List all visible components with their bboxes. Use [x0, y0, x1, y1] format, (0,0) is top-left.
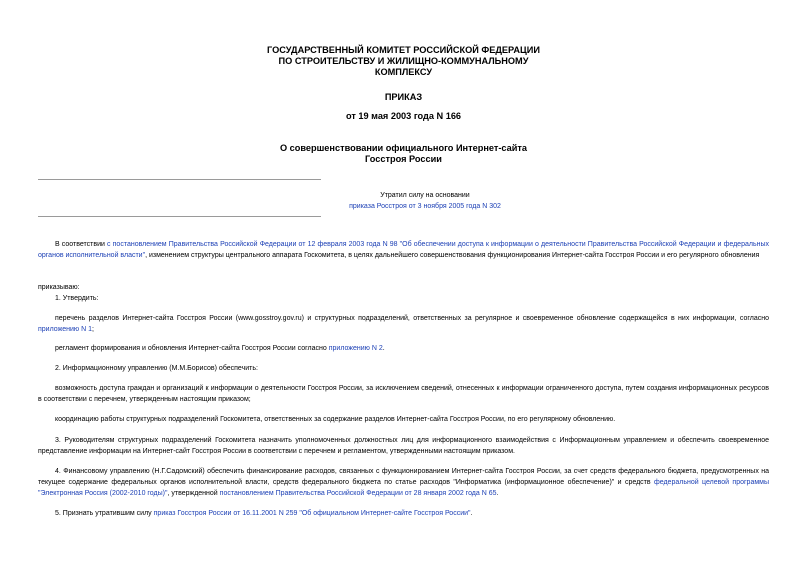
item-2-sub-2: координацию работы структурных подразделений Госкомитета, ответственных за содержание разделов Интернет-сайта Госстроя России, по его регулярному обновлению. [55, 416, 616, 423]
item-1-heading: 1. Утвердить: [55, 295, 99, 302]
item-5-paragraph: 5. Признать утратившим силу приказ Госстроя России от 16.11.2001 N 259 "Об официальном Интернет-сайте Госстроя России". [55, 510, 473, 517]
issuing-authority [0, 45, 807, 78]
item-2-heading: 2. Информационному управлению (М.М.Борисов) обеспечить: [55, 365, 258, 372]
repeal-order-link[interactable]: приказа Росстроя от 3 ноября 2005 года N 302 [349, 203, 501, 210]
item-1-sub-2: регламент формирования и обновления Интернет-сайта Госстроя России согласно приложению N 2. [55, 345, 385, 352]
repeal-note: Утратил силу на основании [380, 192, 470, 199]
document-date-number: от 19 мая 2003 года N 166 [345, 111, 462, 121]
order-259-link[interactable]: приказ Госстроя России от 16.11.2001 N 259 "Об официальном Интернет-сайте Госстроя России" [153, 510, 471, 517]
divider-bottom [38, 216, 321, 217]
preamble-paragraph: В соответствии с постановлением Правительства Российской Федерации от 12 февраля 2003 года N 98 "Об обеспечении доступа к информации о деятельности Правительства Российской Федерации и федеральных органов исполнительной власти", изменением структуры центрального аппарата Госкомитета, в целях дальнейшего совершенствования функционирования Интернет-сайта Госстроя России и его регулярного обновления [38, 241, 769, 259]
order-word: приказываю: [38, 284, 80, 291]
electronic-russia-program-link[interactable]: федеральной целевой программы "Электронная Россия (2002-2010 годы)" [38, 479, 769, 497]
subject-line-2: Госстроя России [365, 154, 442, 164]
divider-top [38, 179, 321, 180]
item-2-sub-1: возможность доступа граждан и организаций к информации о деятельности Госстроя России, за исключением сведений, отнесенных к информации ограниченного доступа, путем создания информационных ресурсов в соответствии с перечнем, утвержденным настоящим приказом; [38, 385, 769, 403]
item-3-paragraph: 3. Руководителям структурных подразделений Госкомитета назначить уполномоченных должностных лиц для информационного взаимодействия с Информационным управлением и обеспечить своевременное представление информации на Интернет-сайт Госстроя России в соответствии с перечнем и регламентом, утвержденными настоящим приказом. [38, 437, 769, 455]
government-decree-65-link[interactable]: постановлением Правительства Российской Федерации от 28 января 2002 года N 65 [219, 490, 497, 497]
document-type: ПРИКАЗ [384, 92, 423, 102]
appendix-1-link[interactable]: приложению N 1 [38, 326, 93, 333]
authority-line-1: ГОСУДАРСТВЕННЫЙ КОМИТЕТ РОССИЙСКОЙ ФЕДЕРАЦИИ [267, 45, 540, 55]
authority-line-3: КОМПЛЕКСУ [374, 67, 433, 77]
authority-line-2: ПО СТРОИТЕЛЬСТВУ И ЖИЛИЩНО-КОММУНАЛЬНОМУ [278, 56, 529, 66]
appendix-2-link[interactable]: приложению N 2 [328, 345, 383, 352]
subject-line-1: О совершенствовании официального Интернет-сайта [279, 143, 528, 153]
government-decree-98-link[interactable]: с постановлением Правительства Российской Федерации от 12 февраля 2003 года N 98 "Об обеспечении доступа к информации о деятельности Правительства Российской Федерации и федеральных органов исполнительной власти" [38, 241, 769, 259]
document-subject [0, 143, 807, 165]
item-1-sub-1: перечень разделов Интернет-сайта Госстроя России (www.gosstroy.gov.ru) и структурных подразделений, ответственных за регулярное и своевременное обновление содержащейся в них информации, согласно приложению N 1; [38, 315, 769, 333]
item-4-paragraph: 4. Финансовому управлению (Н.Г.Садомский) обеспечить финансирование расходов, связанных с функционированием Интернет-сайта Госстроя России, за счет средств федерального бюджета, предусмотренных на текущее содержание федеральных органов исполнительной власти, средств федерального бюджета по статье расходов "Информатика (информационное обеспечение)" и средств федеральной целевой программы "Электронная Россия (2002-2010 годы)", утвержденной постановлением Правительства Российской Федерации от 28 января 2002 года N 65. [38, 468, 769, 497]
